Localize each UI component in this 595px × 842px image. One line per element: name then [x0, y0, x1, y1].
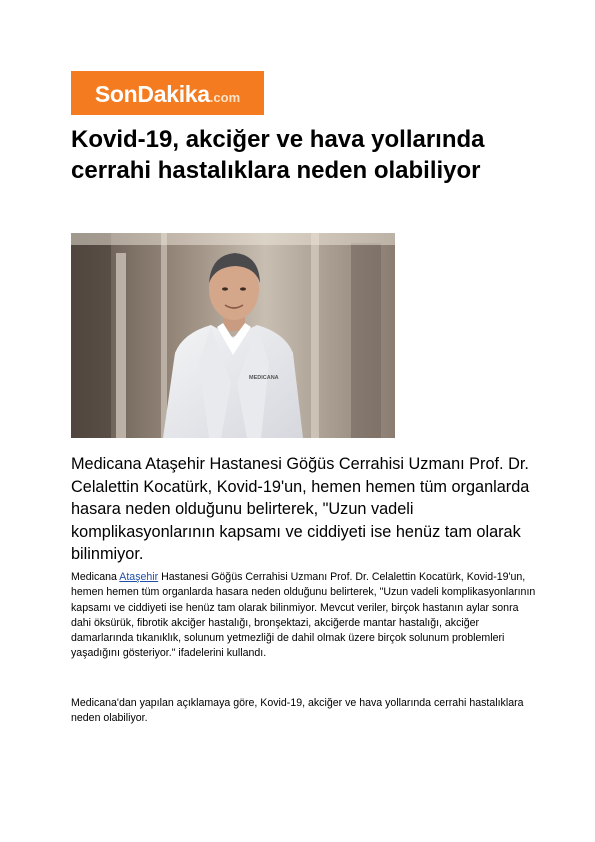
article-paragraph-2: Medicana'dan yapılan açıklamaya göre, Kovid-19, akciğer ve hava yollarında cerrahi hastalıklara neden olabiliyor. [71, 697, 524, 725]
paragraph-text: Medicana [71, 571, 120, 583]
atasehir-link[interactable]: Ataşehir [119, 571, 159, 583]
paragraph-text: Hastanesi Göğüs Cerrahisi Uzmanı Prof. Dr. Celalettin Kocatürk, Kovid-19'un, hemen hemen tüm organlarda hasara neden olduğunu belirterek, "Uzun vadeli komplikasyonlarının kapsamı ve ciddiyeti ise henüz tam olarak bilinmiyor. Mevcut veriler, birçok hastanın aylar sonra dahi öksürük, fibrotik akciğer hastalığı, bronşektazi, akciğerde mantar hastalığı, akciğer damarlarında tıkanıklık, solunum yetmezliği de dahil olmak üzere birçok solunum problemleri yaşadığını gösteriyor." ifadelerini kullandı. [71, 571, 536, 660]
article-title: Kovid-19, akciğer ve hava yollarında cerrahi hastalıklara neden olabiliyor [71, 126, 485, 184]
logo-text: SonDakika [94, 80, 210, 107]
logo-tld: .com [209, 89, 241, 105]
article-paragraph-1 [71, 570, 541, 662]
article-photo [71, 233, 395, 438]
article-lead: Medicana Ataşehir Hastanesi Göğüs Cerrahisi Uzmanı Prof. Dr. Celalettin Kocatürk, Kovid-19'un, hemen hemen tüm organlarda hasara neden olduğunu belirterek, "Uzun vadeli komplikasyonlarının kapsamı ve ciddiyeti ise henüz tam olarak bilinmiyor. [71, 455, 530, 563]
site-logo[interactable] [71, 71, 264, 115]
coat-logo-text: MEDICANA [249, 375, 279, 381]
